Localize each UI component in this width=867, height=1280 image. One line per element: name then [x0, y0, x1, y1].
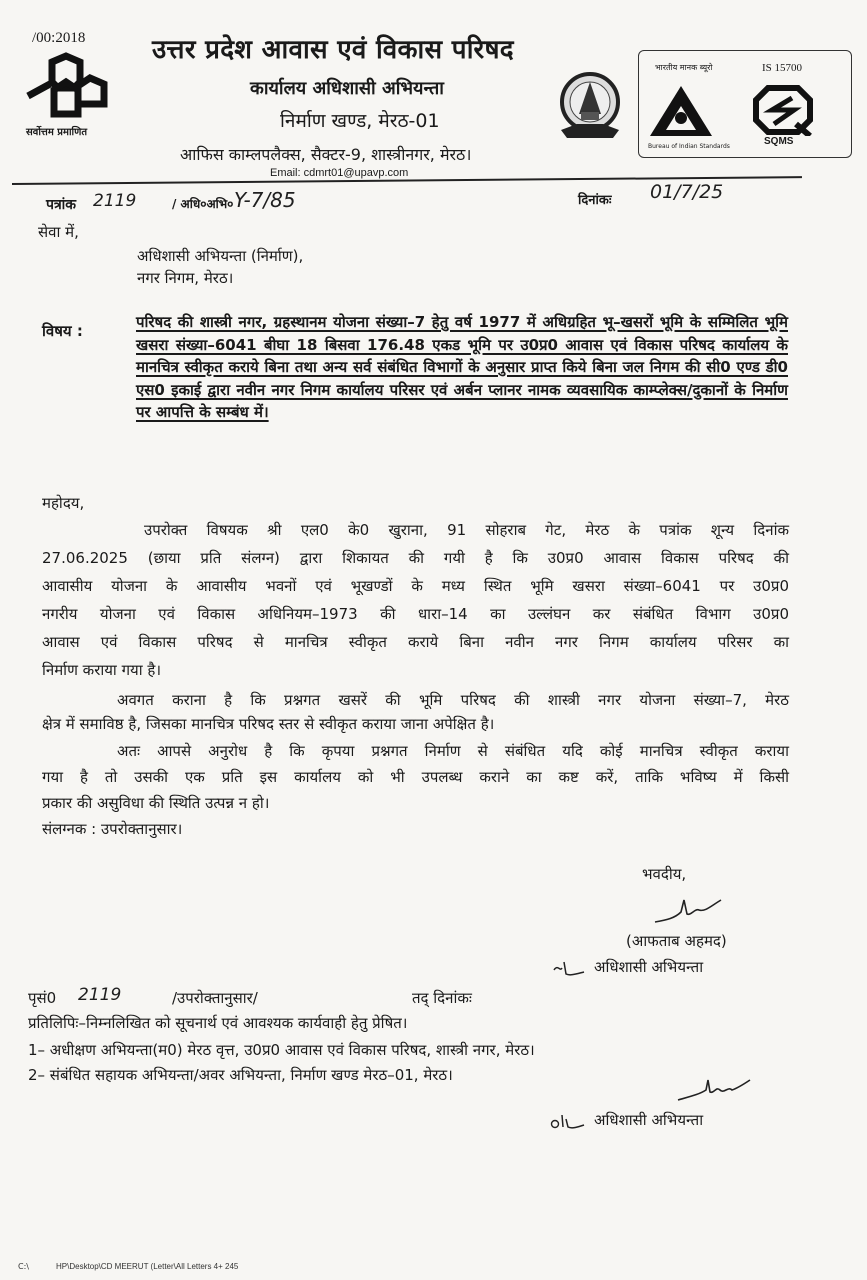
subject-text-block — [136, 311, 788, 424]
signer-designation: अधिशासी अभियन्ता — [594, 958, 704, 976]
endorsement-reference: /उपरोक्तानुसार/ — [172, 989, 258, 1007]
date-value: 01/7/25 — [650, 181, 724, 203]
recipient-line-2: नगर निगम, मेरठ। — [137, 269, 234, 287]
signature-icon — [653, 894, 723, 926]
date-label: दिनांकः — [578, 193, 612, 208]
office-address: आफिस काम्लपलैक्स, सैक्टर-9, शास्त्रीनगर, मेरठ। — [180, 145, 472, 164]
paragraph-1-line: आवासीय योजना के आवासीय भवनों एवं भूखण्डों के मध्य स्थित भूमि खसरा संख्या–6041 पर उ0प्र0 — [42, 577, 789, 595]
paragraph-1-line: आवास एवं विकास परिषद से मानचित्र स्वीकृत कराये बिना नवीन नगर निगम कार्यालय परिसर का — [42, 633, 789, 651]
paragraph-2-line: अवगत कराना है कि प्रश्नगत खसरें की भूमि परिषद की शास्त्री नगर योजना संख्या–7, मेरठ — [117, 691, 789, 709]
copy-to-text: प्रतिलिपिः–निम्नलिखित को सूचनार्थ एवं आवश्यक कार्यवाही हेतु प्रेषित। — [28, 1014, 408, 1032]
paragraph-1-line: उपरोक्त विषयक श्री एल0 के0 खुराना, 91 सोहराब गेट, मेरठ के पत्रांक शून्य दिनांक — [144, 521, 789, 539]
initials-icon — [550, 1113, 586, 1131]
bis-hindi-label: भारतीय मानक ब्यूरो — [655, 63, 713, 72]
paragraph-3-line: प्रकार की असुविधा की स्थिति उत्पन्न न हो। — [42, 794, 270, 812]
paragraph-3-line: अतः आपसे अनुरोध है कि कृपया प्रश्नगत निर्माण से संबंधित यदि कोई मानचित्र स्वीकृत कराया — [117, 742, 789, 760]
paragraph-1-line: निर्माण कराया गया है। — [42, 661, 162, 679]
recipient-line-1: अधिशासी अभियन्ता (निर्माण), — [137, 247, 304, 265]
paragraph-1-line: नगरीय योजना एवं विकास अधिनियम–1973 की धारा–14 का उल्लंघन कर संबंधित विभाग उ0प्र0 — [42, 605, 789, 623]
bis-caption: Bureau of Indian Standards — [648, 143, 730, 150]
subject-label: विषय : — [42, 322, 83, 340]
organization-name: उत्तर प्रदेश आवास एवं विकास परिषद — [152, 35, 514, 65]
greeting: महोदय, — [42, 494, 85, 512]
footer-drive: C:\ — [18, 1262, 29, 1271]
iso-certification: /00:2018 — [32, 30, 86, 46]
paragraph-1-line: 27.06.2025 (छाया प्रति संलग्न) द्वारा शिकायत की गयी है कि उ0प्र0 आवास विकास परिषद की — [42, 549, 789, 567]
bis-logo-icon — [648, 84, 714, 142]
office-name: कार्यालय अधिशासी अभियन्ता — [250, 78, 444, 99]
closing: भवदीय, — [642, 865, 687, 883]
endorsement-designation: अधिशासी अभियन्ता — [594, 1111, 704, 1129]
footer-file-path: HP\Desktop\CD MEERUT (Letter\All Letters 4+ 245 — [56, 1262, 239, 1271]
copy-recipient: 2– संबंधित सहायक अभियन्ता/अवर अभियन्ता, निर्माण खण्ड मेरठ–01, मेरठ। — [28, 1066, 453, 1084]
enclosure-note: संलग्नक : उपरोक्तानुसार। — [42, 820, 183, 838]
avas-vikas-logo-icon — [22, 52, 110, 120]
division-name: निर्माण खण्ड, मेरठ-01 — [280, 110, 440, 132]
letter-number-label: पत्रांक — [46, 197, 77, 213]
government-emblem-icon — [557, 68, 623, 146]
office-email: Email: cdmrt01@upavp.com — [270, 167, 409, 179]
recipient-to: सेवा में, — [38, 223, 79, 241]
sqms-caption: SQMS — [764, 136, 794, 147]
subject-text: परिषद की शास्त्री नगर, ग्रहस्थानम योजना संख्या–7 हेतु वर्ष 1977 में अधिग्रहित भू–खसरों भूमि के सम्मिलित भूमि खसरा संख्या–6041 बीघा 18 बिसवा 176.48 एकड भूमि पर उ0प्र0 आवास एवं विकास परिषद कार्यालय के मानचित्र स्वीकृत कराये बिना तथा अन्य सर्व संबंधित विभागों के अनुसार प्राप्त किये बिना जल निगम की सी0 एण्ड डी0 एस0 इकाई द्वारा नवीन नगर निगम कार्यालय परिसर एवं अर्बन प्लानर नामक व्यवसायिक काम्प्लेक्स/दुकानों के निर्माण पर आपत्ति के सम्बंध में। — [136, 313, 788, 421]
letter-number: 2119 — [93, 191, 137, 211]
sqms-logo-icon — [752, 84, 814, 136]
endorsement-label: पृसं0 — [28, 989, 57, 1007]
paragraph-2-line: क्षेत्र में समाविष्ठ है, जिसका मानचित्र परिषद स्तर से स्वीकृत कराया जाना अपेक्षित है। — [42, 715, 495, 733]
copy-recipient: 1– अधीक्षण अभियन्ता(म0) मेरठ वृत्त, उ0प्र0 आवास एवं विकास परिषद, शास्त्री नगर, मेरठ। — [28, 1041, 535, 1059]
signature-icon — [676, 1076, 752, 1104]
is-standard-label: IS 15700 — [762, 62, 803, 74]
endorsement-number: 2119 — [78, 985, 122, 1005]
initials-icon — [552, 960, 586, 978]
signer-name: (आफताब अहमद) — [626, 932, 727, 950]
department-code: / अधि०अभि० — [172, 197, 234, 211]
paragraph-3-line: गया है तो उसकी एक प्रति इस कार्यालय को भी उपलब्ध कराने का कष्ट करें, ताकि भविष्य में किसी — [42, 768, 789, 786]
logo-caption: सर्वोत्तम प्रमाणित — [26, 127, 88, 138]
endorsement-date-label: तद् दिनांकः — [412, 989, 472, 1007]
file-number: Y-7/85 — [234, 188, 296, 212]
